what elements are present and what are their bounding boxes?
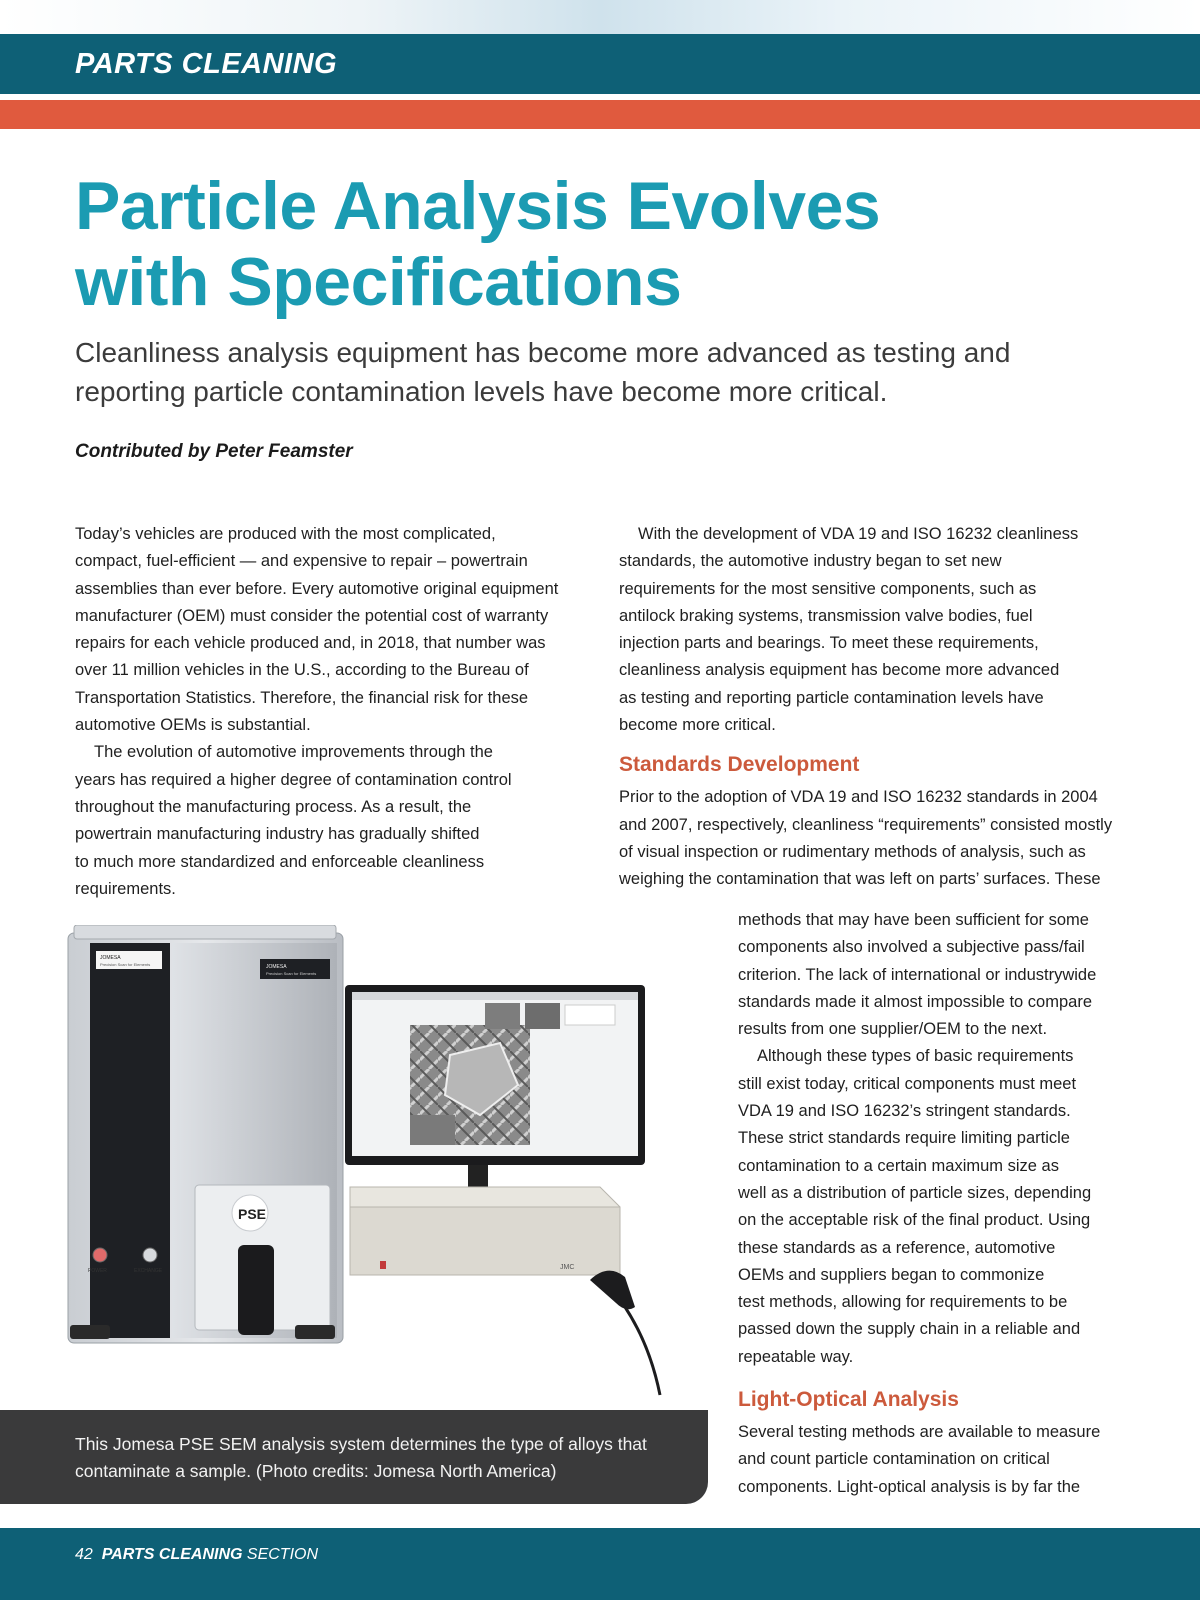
section-label: PARTS CLEANING <box>75 48 338 80</box>
title-line: with Specifications <box>75 244 682 320</box>
body-line: contamination to a certain maximum size as <box>738 1156 1059 1175</box>
photo-caption <box>75 1431 695 1485</box>
body-line: components also involved a subjective pass/fail <box>738 938 1085 957</box>
body-line: weighing the contamination that was left on parts’ surfaces. These <box>619 870 1101 889</box>
body-line: passed down the supply chain in a reliable and <box>738 1320 1081 1339</box>
body-line: results from one supplier/OEM to the next. <box>738 1020 1048 1039</box>
body-line: automotive OEMs is substantial. <box>75 716 311 735</box>
section-header-bar <box>0 34 1200 94</box>
body-line: methods that may have been sufficient for some <box>738 911 1089 929</box>
body-line: standards made it almost impossible to compare <box>738 992 1092 1011</box>
page-number: 42 <box>75 1546 93 1563</box>
right-column <box>619 521 1129 894</box>
footer-suffix: SECTION <box>246 1546 319 1563</box>
caption-line: contaminate a sample. (Photo credits: Jomesa North America) <box>75 1461 557 1481</box>
body-line: manufacturer (OEM) must consider the potential cost of warranty <box>75 606 549 625</box>
product-photo <box>60 925 700 1405</box>
body-line: criterion. The lack of international or industrywide <box>738 965 1097 984</box>
footer-text <box>75 1546 318 1564</box>
body-line: cleanliness analysis equipment has become more advanced <box>619 661 1060 680</box>
body-line: years has required a higher degree of contamination control <box>75 770 512 789</box>
body-line: Transportation Statistics. Therefore, the financial risk for these <box>75 688 529 707</box>
body-line: The evolution of automotive improvements through the <box>94 743 493 762</box>
cabinet-small-text: Precision Scan for Elements <box>100 962 151 967</box>
body-line: Today’s vehicles are produced with the most complicated, <box>75 525 496 543</box>
sem-cabinet <box>68 925 343 1343</box>
body-line: on the acceptable risk of the final product. Using <box>738 1211 1091 1230</box>
deck-line: reporting particle contamination levels have become more critical. <box>75 376 888 407</box>
body-line: OEMs and suppliers began to commonize <box>738 1265 1045 1284</box>
title-line: Particle Analysis Evolves <box>75 168 881 244</box>
body-line: over 11 million vehicles in the U.S., according to the Bureau of <box>75 661 529 680</box>
body-line: compact, fuel-efficient — and expensive to repair – powertrain <box>75 552 528 571</box>
cabinet-brand-2: JOMESA <box>266 964 287 970</box>
cabinet-brand: JOMESA <box>100 955 121 961</box>
body-line: test methods, allowing for requirements to be <box>738 1293 1068 1312</box>
body-line: antilock braking systems, transmission valve bodies, fuel <box>619 606 1033 625</box>
model-label: PSE <box>238 1206 267 1222</box>
body-line: standards, the automotive industry began to set new <box>619 552 1002 571</box>
body-line: and 2007, respectively, cleanliness “requirements” consisted mostly <box>619 815 1113 834</box>
body-line: to much more standardized and enforceable cleanliness <box>75 852 485 871</box>
barcode-scanner <box>590 1271 660 1395</box>
body-line: repeatable way. <box>738 1347 854 1366</box>
article-title <box>75 168 1155 320</box>
body-line: requirements for the most sensitive components, such as <box>619 579 1037 598</box>
caption-line: This Jomesa PSE SEM analysis system determines the type of alloys that <box>75 1434 647 1454</box>
body-line: well as a distribution of particle sizes, depending <box>738 1183 1092 1202</box>
body-line: powertrain manufacturing industry has gradually shifted <box>75 825 480 844</box>
body-line: as testing and reporting particle contamination levels have <box>619 688 1044 707</box>
controller-box <box>350 1187 620 1275</box>
body-line: these standards as a reference, automotive <box>738 1238 1056 1257</box>
body-line: requirements. <box>75 879 176 898</box>
body-line: assemblies than ever before. Every automotive original equipment <box>75 579 559 598</box>
body-line: These strict standards require limiting particle <box>738 1129 1070 1148</box>
header-water-band <box>0 0 1200 34</box>
page-footer <box>0 1528 1200 1600</box>
byline: Contributed by Peter Feamster <box>75 441 353 462</box>
body-line: VDA 19 and ISO 16232’s stringent standards. <box>738 1102 1071 1121</box>
exchange-label: EXCHANGE <box>134 1268 163 1274</box>
left-column <box>75 521 595 903</box>
body-line: still exist today, critical components must meet <box>738 1074 1077 1093</box>
cabinet-small-text-2: Precision Scan for Elements <box>266 971 317 976</box>
right-column-narrow <box>738 907 1128 1501</box>
photo-caption-box <box>0 1410 708 1504</box>
subhead-light-optical-analysis: Light-Optical Analysis <box>738 1388 959 1412</box>
body-line: With the development of VDA 19 and ISO 16232 cleanliness <box>638 525 1079 543</box>
body-line: repairs for each vehicle produced and, in 2018, that number was <box>75 634 546 653</box>
body-line: injection parts and bearings. To meet these requirements, <box>619 634 1039 653</box>
footer-section: PARTS CLEANING <box>101 1546 243 1563</box>
controller-label: JMC <box>560 1264 575 1271</box>
body-line: of visual inspection or rudimentary methods of analysis, such as <box>619 842 1086 861</box>
body-line: Several testing methods are available to measure <box>738 1423 1101 1442</box>
article-deck <box>75 333 1135 411</box>
body-line: throughout the manufacturing process. As a result, the <box>75 797 472 816</box>
deck-line: Cleanliness analysis equipment has become more advanced as testing and <box>75 337 1011 368</box>
body-line: components. Light-optical analysis is by far the <box>738 1477 1081 1496</box>
subhead-standards-development: Standards Development <box>619 753 860 777</box>
power-label: POWER <box>88 1268 107 1274</box>
accent-bar <box>0 100 1200 129</box>
body-line: become more critical. <box>619 716 776 735</box>
body-line: Prior to the adoption of VDA 19 and ISO 16232 standards in 2004 <box>619 788 1098 807</box>
body-line: Although these types of basic requirements <box>757 1047 1074 1066</box>
body-line: and count particle contamination on critical <box>738 1450 1050 1469</box>
